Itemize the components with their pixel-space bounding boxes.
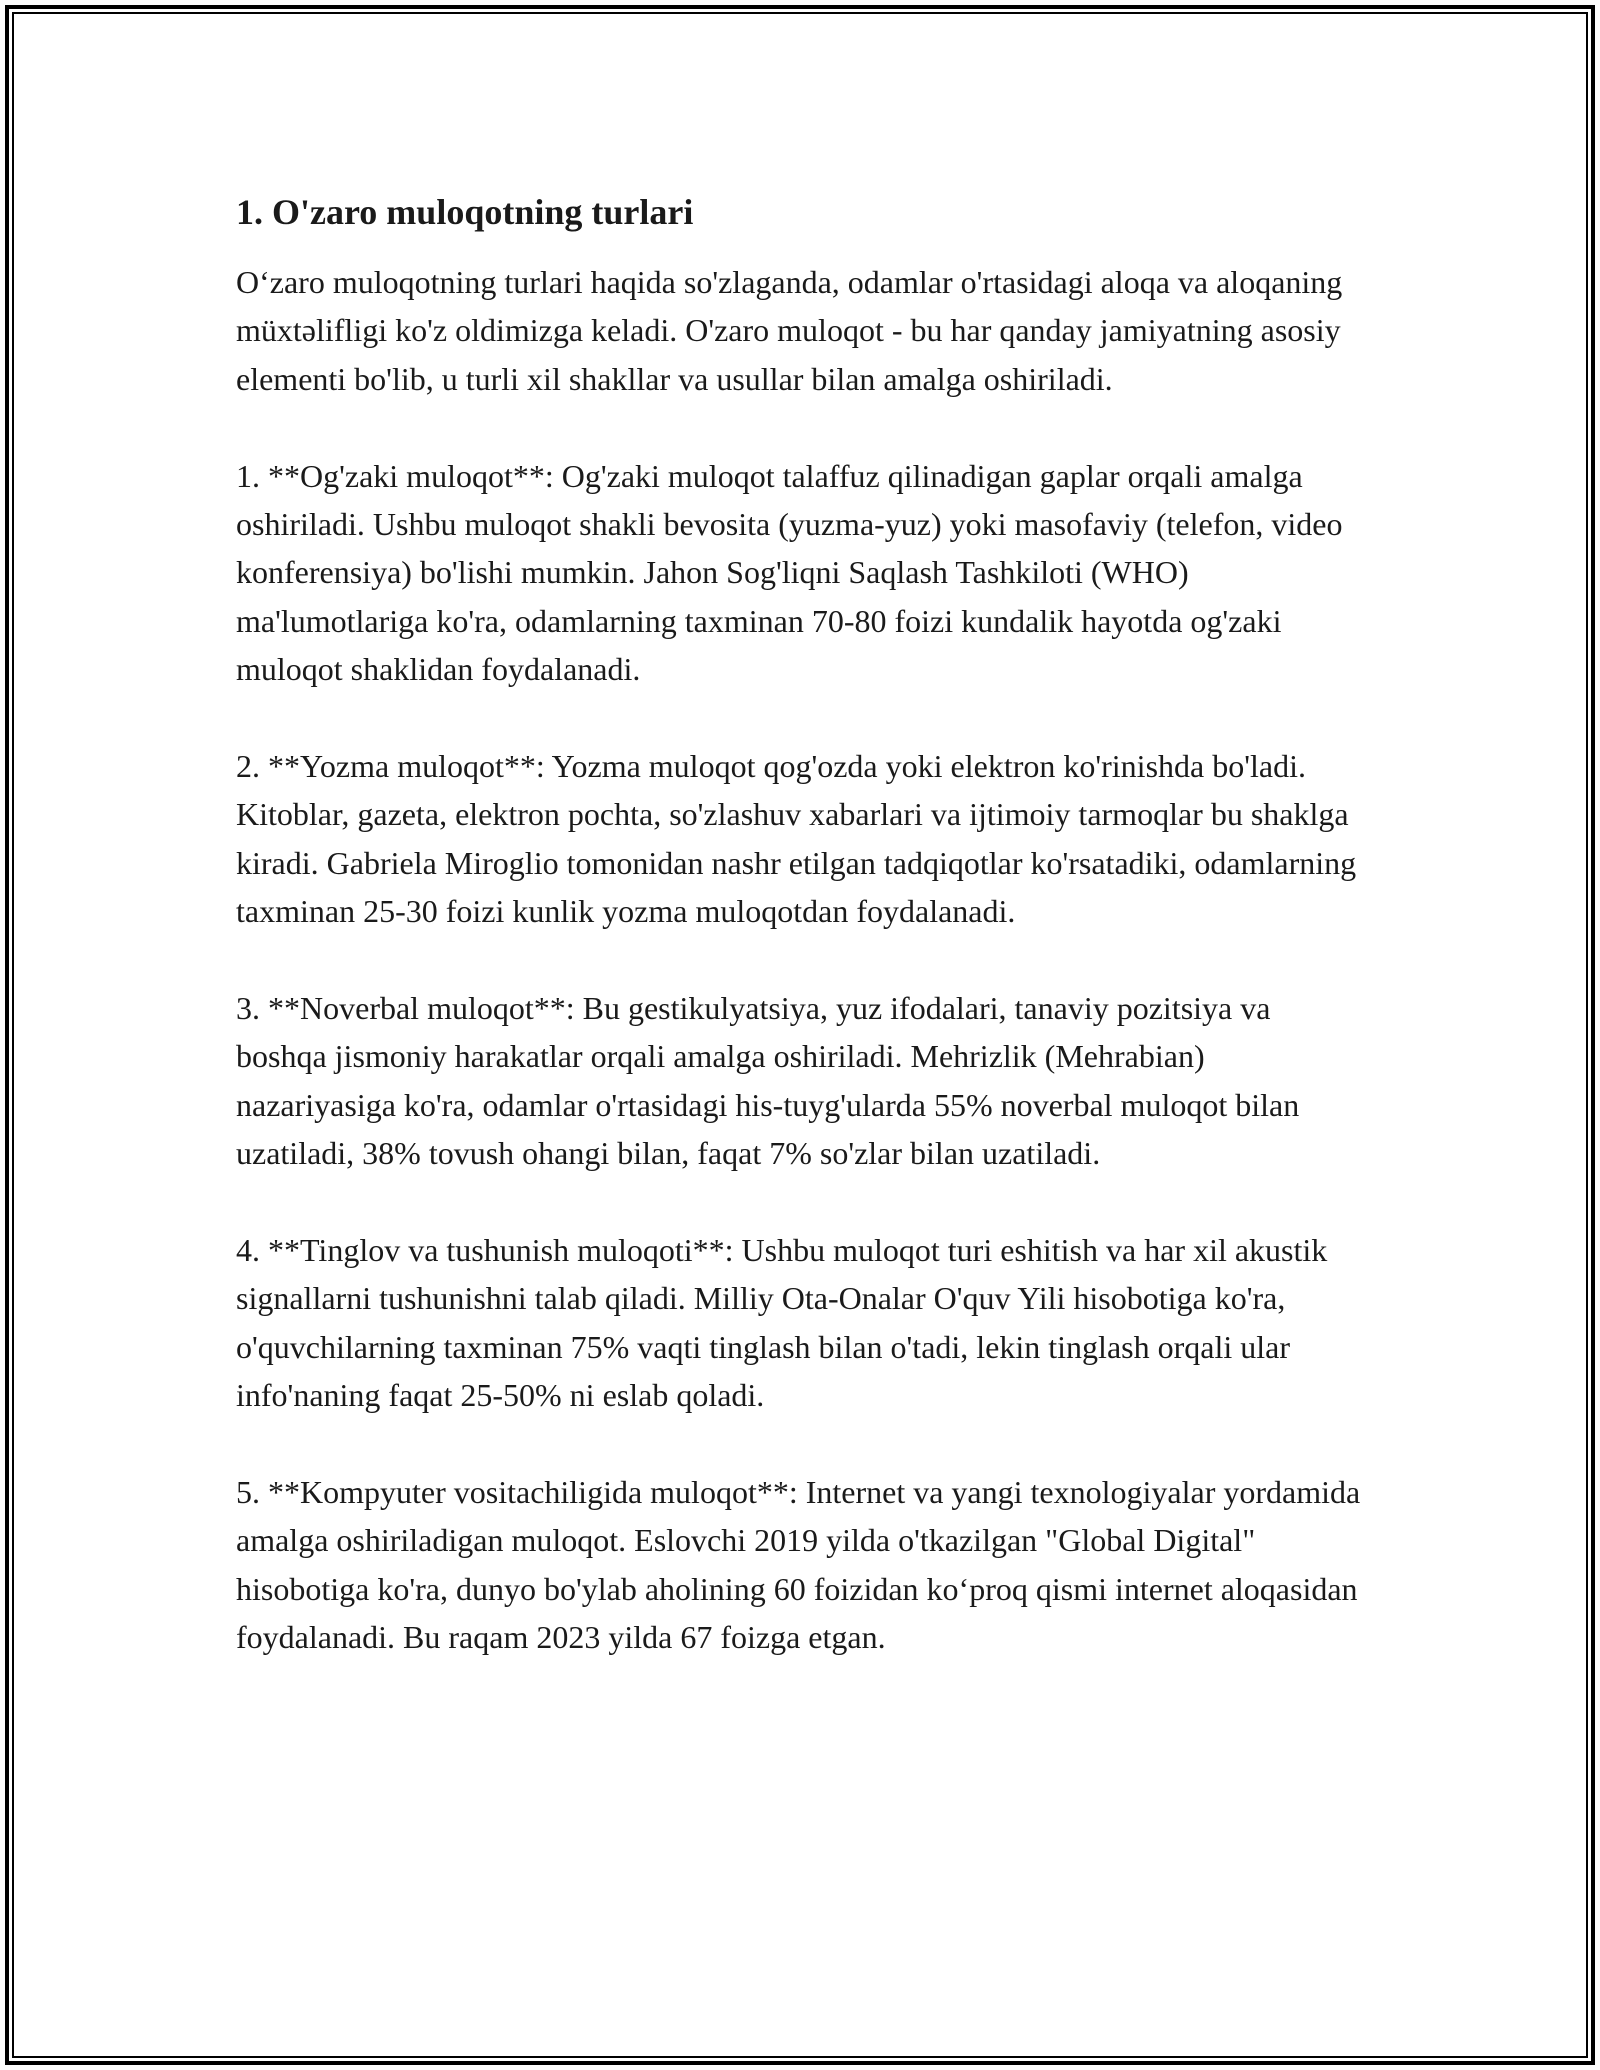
paragraph-computer: 5. **Kompyuter vositachiligida muloqot**: Internet va yangi texnologiyalar yordamida amalga oshiriladigan muloqot. Eslovchi 2019 yilda o'tkazilgan "Global Digital" hisobotiga ko'ra, dunyo bo'ylab aholining 60 foizidan ko‘proq qismi internet aloqasidan foydalanadi. Bu raqam 2023 yilda 67 foizga etgan.: [236, 1474, 1361, 1656]
document-title: 1. O'zaro muloqotning turlari: [236, 192, 694, 232]
paragraph-verbal: 1. **Og'zaki muloqot**: Og'zaki muloqot talaffuz qilinadigan gaplar orqali amalga oshiriladi. Ushbu muloqot shakli bevosita (yuzma-yuz) yoki masofaviy (telefon, video konferensiya) bo'lishi mumkin. Jahon Sog'liqni Saqlash Tashkiloti (WHO) ma'lumotlariga ko'ra, odamlarning taxminan 70-80 foizi kundalik hayotda og'zaki muloqot shaklidan foydalanadi.: [236, 457, 1343, 688]
paragraph-written: 2. **Yozma muloqot**: Yozma muloqot qog'ozda yoki elektron ko'rinishda bo'ladi. Kitoblar, gazeta, elektron pochta, so'zlashuv xabarlari va ijtimoiy tarmoqlar bu shaklga kiradi. Gabriela Miroglio tomonidan nashr etilgan tadqiqotlar ko'rsatadiki, odamlarning taxminan 25-30 foizi kunlik yozma muloqotdan foydalanadi.: [236, 748, 1357, 930]
paragraph-nonverbal: 3. **Noverbal muloqot**: Bu gestikulyatsiya, yuz ifodalari, tanaviy pozitsiya va boshqa jismoniy harakatlar orqali amalga oshiriladi. Mehrizlik (Mehrabian) nazariyasiga ko'ra, odamlar o'rtasidagi his-tuyg'ularda 55% noverbal muloqot bilan uzatiladi, 38% tovush ohangi bilan, faqat 7% so'zlar bilan uzatiladi.: [236, 990, 1300, 1172]
paragraph-listening: 4. **Tinglov va tushunish muloqoti**: Ushbu muloqot turi eshitish va har xil akustik signallarni tushunishni talab qiladi. Milliy Ota-Onalar O'quv Yili hisobotiga ko'ra, o'quvchilarning taxminan 75% vaqti tinglash bilan o'tadi, lekin tinglash orqali ular info'naning faqat 25-50% ni eslab qoladi.: [236, 1232, 1328, 1414]
intro-paragraph: O‘zaro muloqotning turlari haqida so'zlaganda, odamlar o'rtasidagi aloqa va aloqaning müxtəlifligi ko'z oldimizga keladi. O'zaro muloqot - bu har qanday jamiyatning asosiy elementi bo'lib, u turli xil shakllar va usullar bilan amalga oshiriladi.: [236, 264, 1343, 397]
document-body: [236, 186, 1366, 1710]
